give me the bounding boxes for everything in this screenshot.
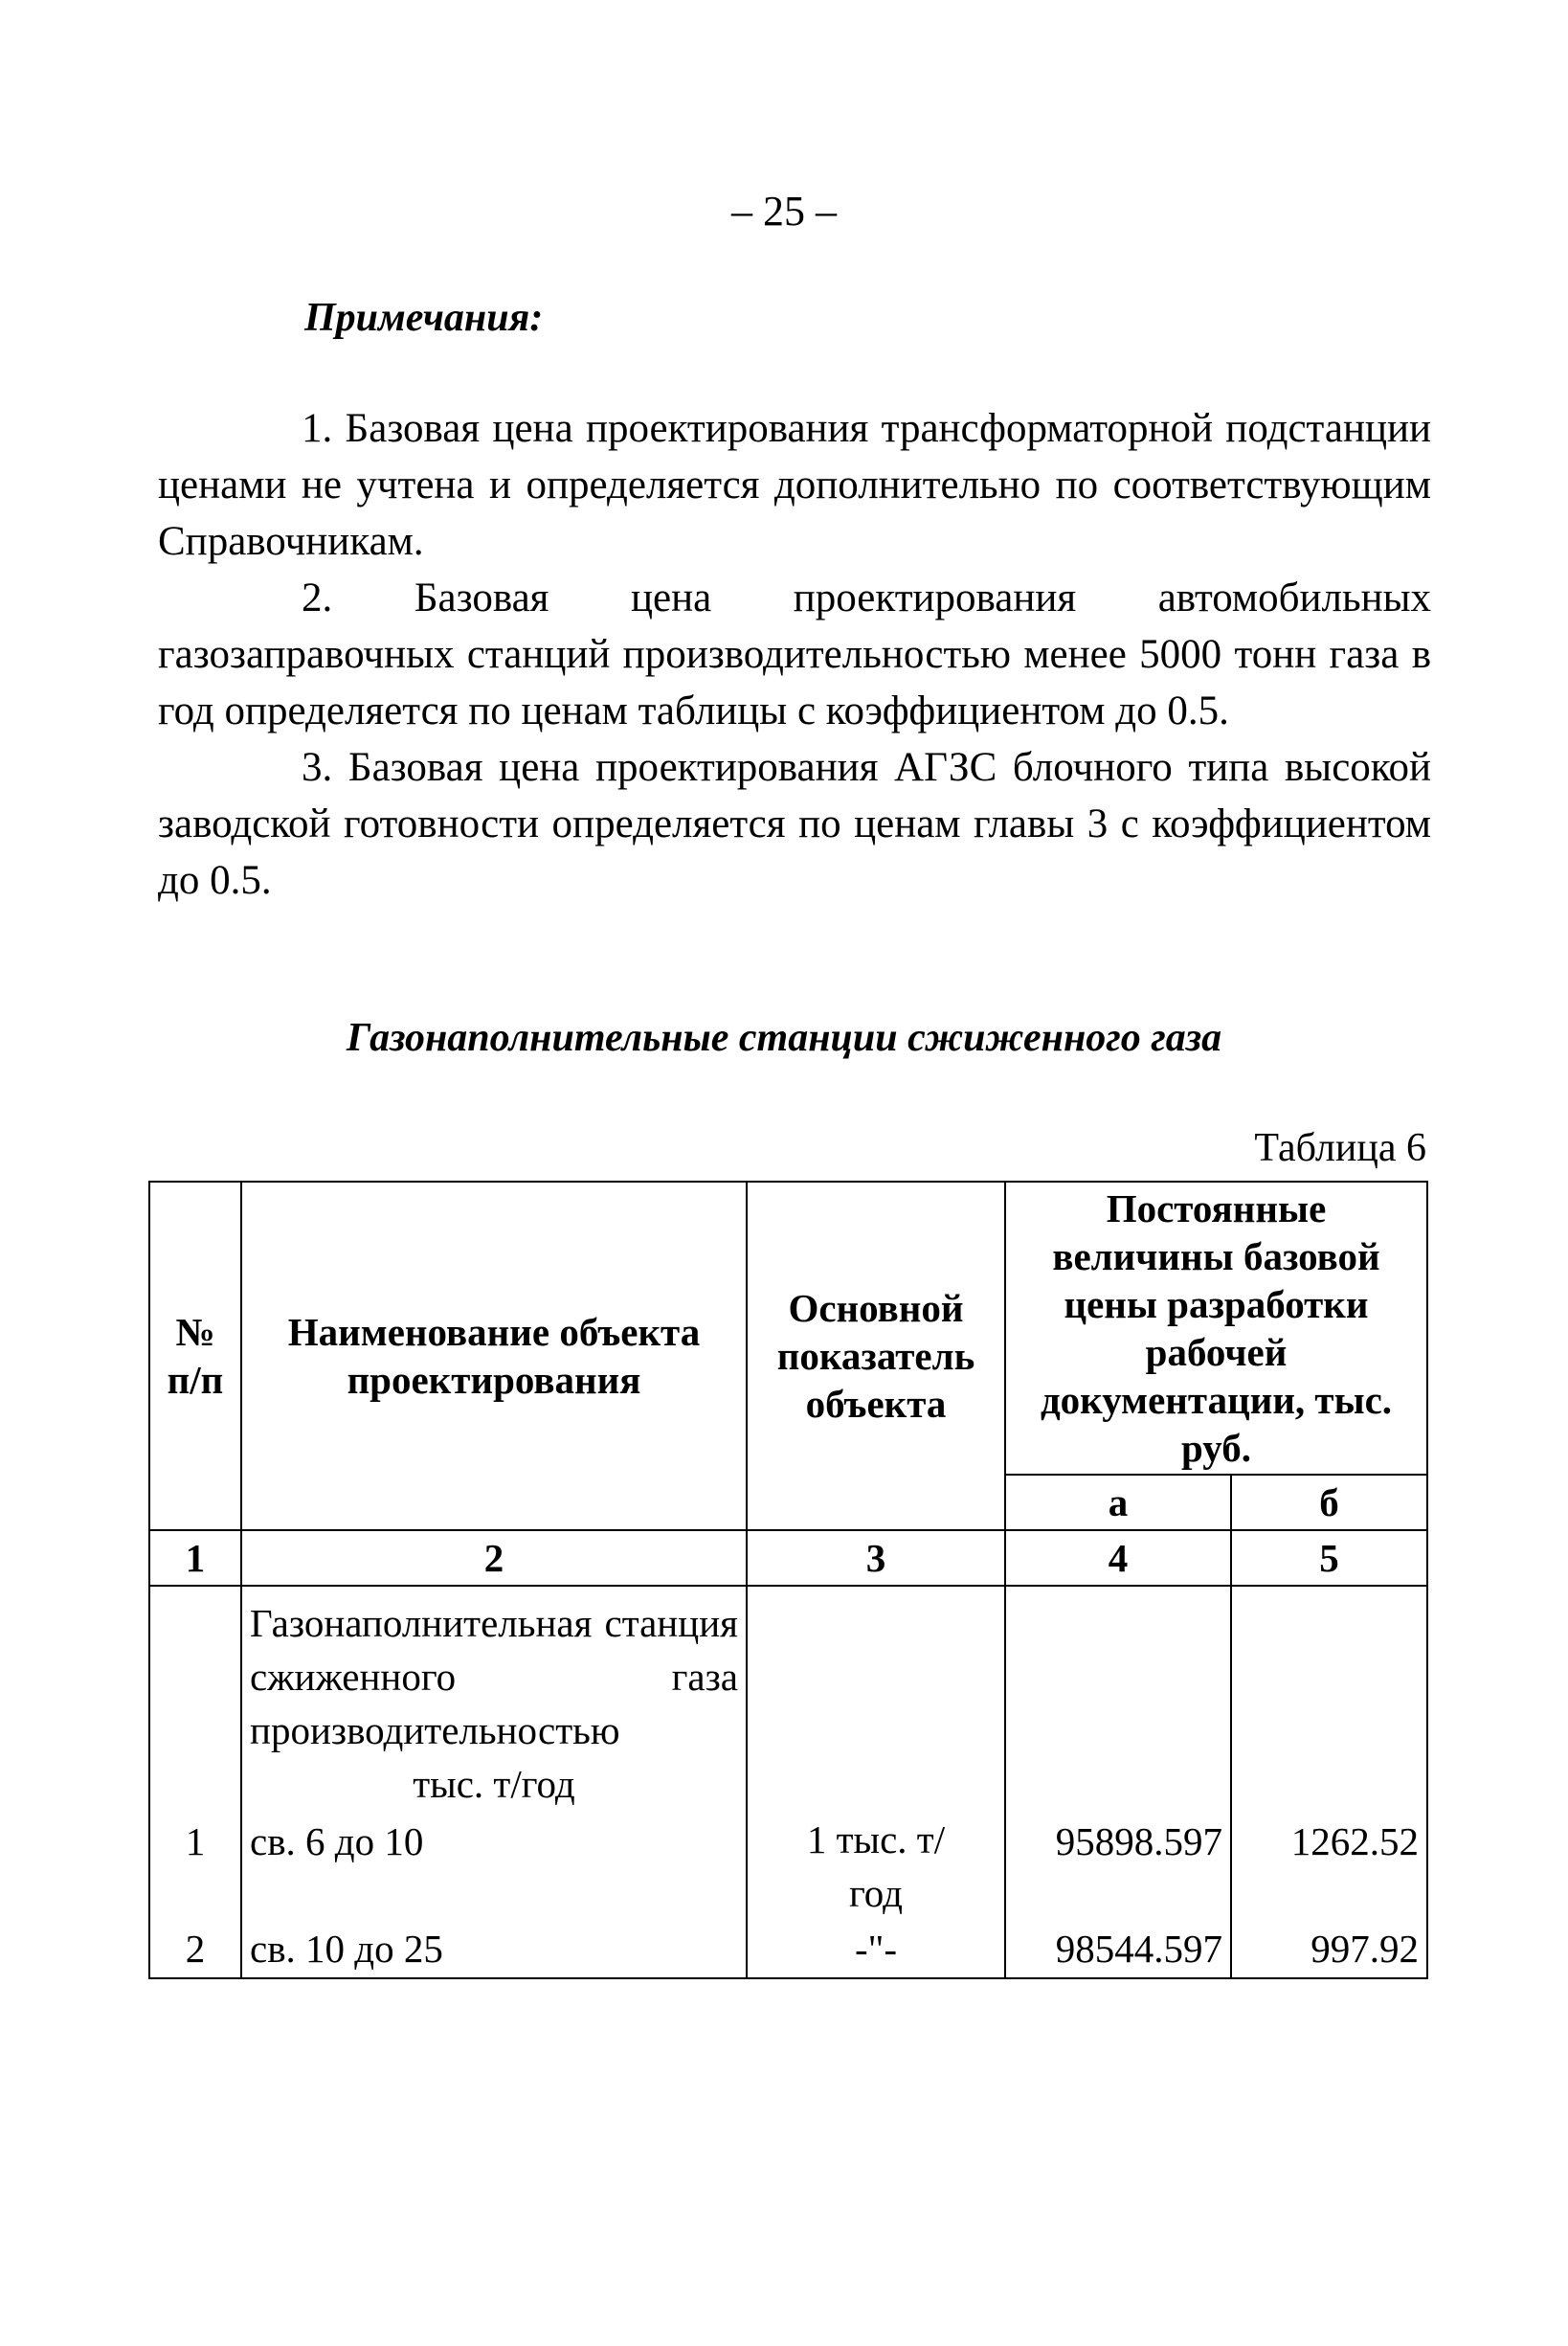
group-num-cell xyxy=(149,1586,241,1813)
table-label: Таблица 6 xyxy=(1254,1126,1426,1170)
column-number: 4 xyxy=(1005,1530,1231,1586)
group-a-cell xyxy=(1005,1586,1231,1813)
section-title: Газонаполнительные станции сжиженного газа xyxy=(346,1016,1222,1060)
header-num: № п/п xyxy=(149,1182,241,1530)
column-number: 2 xyxy=(241,1530,747,1586)
group-indicator-cell xyxy=(747,1586,1005,1813)
column-number: 5 xyxy=(1231,1530,1427,1586)
row-name: св. 10 до 25 xyxy=(241,1920,747,1978)
note-item: 1. Базовая цена проектирования трансформаторной подстанции ценами не учтена и определяется дополнительно по соответствующим Справочникам. xyxy=(158,406,1431,564)
notes-list xyxy=(158,400,1431,909)
row-num: 2 xyxy=(149,1920,241,1978)
group-description: Газонаполнительная станция сжиженного газа производительностью xyxy=(250,1601,738,1752)
row-indicator: -"- xyxy=(747,1920,1005,1978)
row-num: 1 xyxy=(149,1813,241,1920)
row-indicator: 1 тыс. т/год xyxy=(747,1813,1005,1920)
row-value-a: 98544.597 xyxy=(1005,1920,1231,1978)
price-table xyxy=(148,1181,1428,1979)
row-value-b: 997.92 xyxy=(1231,1920,1427,1978)
row-value-a: 95898.597 xyxy=(1005,1813,1231,1920)
header-indicator: Основной показатель объекта xyxy=(747,1182,1005,1530)
group-b-cell xyxy=(1231,1586,1427,1813)
notes-heading: Примечания: xyxy=(304,296,544,340)
group-description-cell xyxy=(241,1586,747,1813)
note-item: 3. Базовая цена проектирования АГЗС блочного типа высокой заводской готовности определяется по ценам главы 3 с коэффициентом до 0.5. xyxy=(158,745,1431,903)
header-name: Наименование объекта проектирования xyxy=(241,1182,747,1530)
note-item: 2. Базовая цена проектирования автомобильных газозаправочных станций производительностью менее 5000 тонн газа в год определяется по ценам таблицы с коэффициентом до 0.5. xyxy=(158,575,1431,733)
row-value-b: 1262.52 xyxy=(1231,1813,1427,1920)
group-unit: тыс. т/год xyxy=(413,1762,575,1806)
header-b: б xyxy=(1231,1475,1427,1530)
header-a: а xyxy=(1005,1475,1231,1530)
column-number: 1 xyxy=(149,1530,241,1586)
row-name: св. 6 до 10 xyxy=(241,1813,747,1920)
page-number: – 25 – xyxy=(731,188,837,235)
header-constants: Постоянные величины базовой цены разработки рабочей документации, тыс. руб. xyxy=(1005,1182,1427,1475)
column-number: 3 xyxy=(747,1530,1005,1586)
